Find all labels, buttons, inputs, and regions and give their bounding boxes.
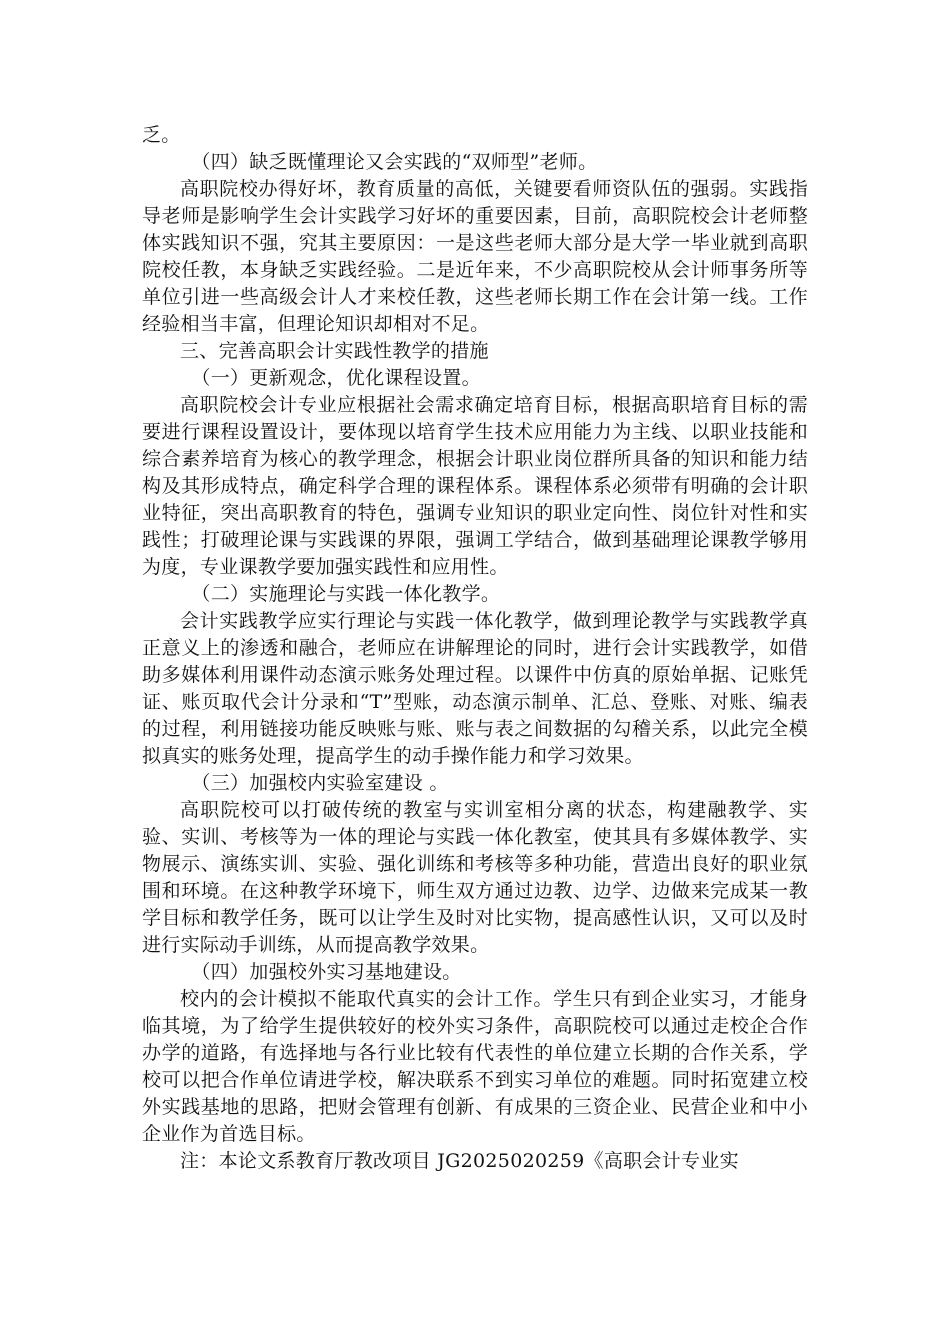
- subheading-lack-dual-teachers: （四）缺乏既懂理论又会实践的“双师型”老师。: [191, 151, 598, 173]
- section-heading-measures: 三、完善高职会计实践性教学的措施: [180, 340, 489, 362]
- paragraph-external-base: 校内的会计模拟不能取代真实的会计工作。学生只有到企业实习，才能身临其境，为了给学生提供较好的校外实习条件，高职院校可以通过走校企合作办学的道路，有选择地与各行业比较有代表性的单位建立长期的合作关系，学校可以把合作单位请进学校，解决联系不到实习单位的难题。同时拓宽建立校外实践基地的思路，把财会管理有创新、有成果的三资企业、民营企业和中小企业作为首选目标。: [142, 988, 808, 1145]
- paragraph-lab-construction: 高职院校可以打破传统的教室与实训室相分离的状态，构建融教学、实验、实训、考核等为一体的理论与实践一体化教室，使其具有多媒体教学、实物展示、演练实训、实验、强化训练和考核等多种功能，营造出良好的职业氛围和环境。在这种教学环境下，师生双方通过边教、边学、边做来完成某一教学目标和教学任务，既可以让学生及时对比实物，提高感性认识，又可以及时进行实际动手训练，从而提高教学效果。: [142, 799, 808, 956]
- subheading-integrated-teaching: （二）实施理论与实践一体化教学。: [191, 583, 501, 605]
- subheading-external-base: （四）加强校外实习基地建设。: [191, 961, 462, 983]
- paragraph-curriculum: 高职院校会计专业应根据社会需求确定培育目标，根据高职培育目标的需要进行课程设置设计，要体现以培育学生技术应用能力为主线、以职业技能和综合素养培育为核心的教学理念，根据会计职业岗位群所具备的知识和能力结构及其形成特点，确定科学合理的课程体系。课程体系必须带有明确的会计职业特征，突出高职教育的特色，强调专业知识的职业定向性、岗位针对性和实践性；打破理论课与实践课的界限，强调工学结合，做到基础理论课教学够用为度，专业课教学要加强实践性和应用性。: [142, 394, 808, 578]
- subheading-update-concepts: （一）更新观念，优化课程设置。: [191, 367, 481, 389]
- paragraph-teacher-quality: 高职院校办得好坏，教育质量的高低，关键要看师资队伍的强弱。实践指导老师是影响学生会计实践学习好坏的重要因素，目前，高职院校会计老师整体实践知识不强，究其主要原因：一是这些老师大部分是大学一毕业就到高职院校任教，本身缺乏实践经验。二是近年来，不少高职院校从会计师事务所等单位引进一些高级会计人才来校任教，这些老师长期工作在会计第一线。工作经验相当丰富，但理论知识却相对不足。: [142, 178, 808, 335]
- document-body: [142, 122, 808, 1175]
- subheading-lab-construction: （三）加强校内实验室建设 。: [191, 772, 449, 794]
- paragraph-continuation: 乏。: [142, 124, 181, 146]
- paragraph-integrated-teaching: 会计实践教学应实行理论与实践一体化教学，做到理论教学与实践教学真正意义上的渗透和融合，老师应在讲解理论的同时，进行会计实践教学，如借助多媒体利用课件动态演示账务处理过程。以课件中仿真的原始单据、记账凭证、账页取代会计分录和“T”型账，动态演示制单、汇总、登账、对账、编表的过程，利用链接功能反映账与账、账与表之间数据的勾稽关系，以此完全模拟真实的账务处理，提高学生的动手操作能力和学习效果。: [142, 610, 808, 767]
- footnote-project: 注：本论文系教育厅教改项目 JG2025020259《高职会计专业实: [180, 1150, 739, 1172]
